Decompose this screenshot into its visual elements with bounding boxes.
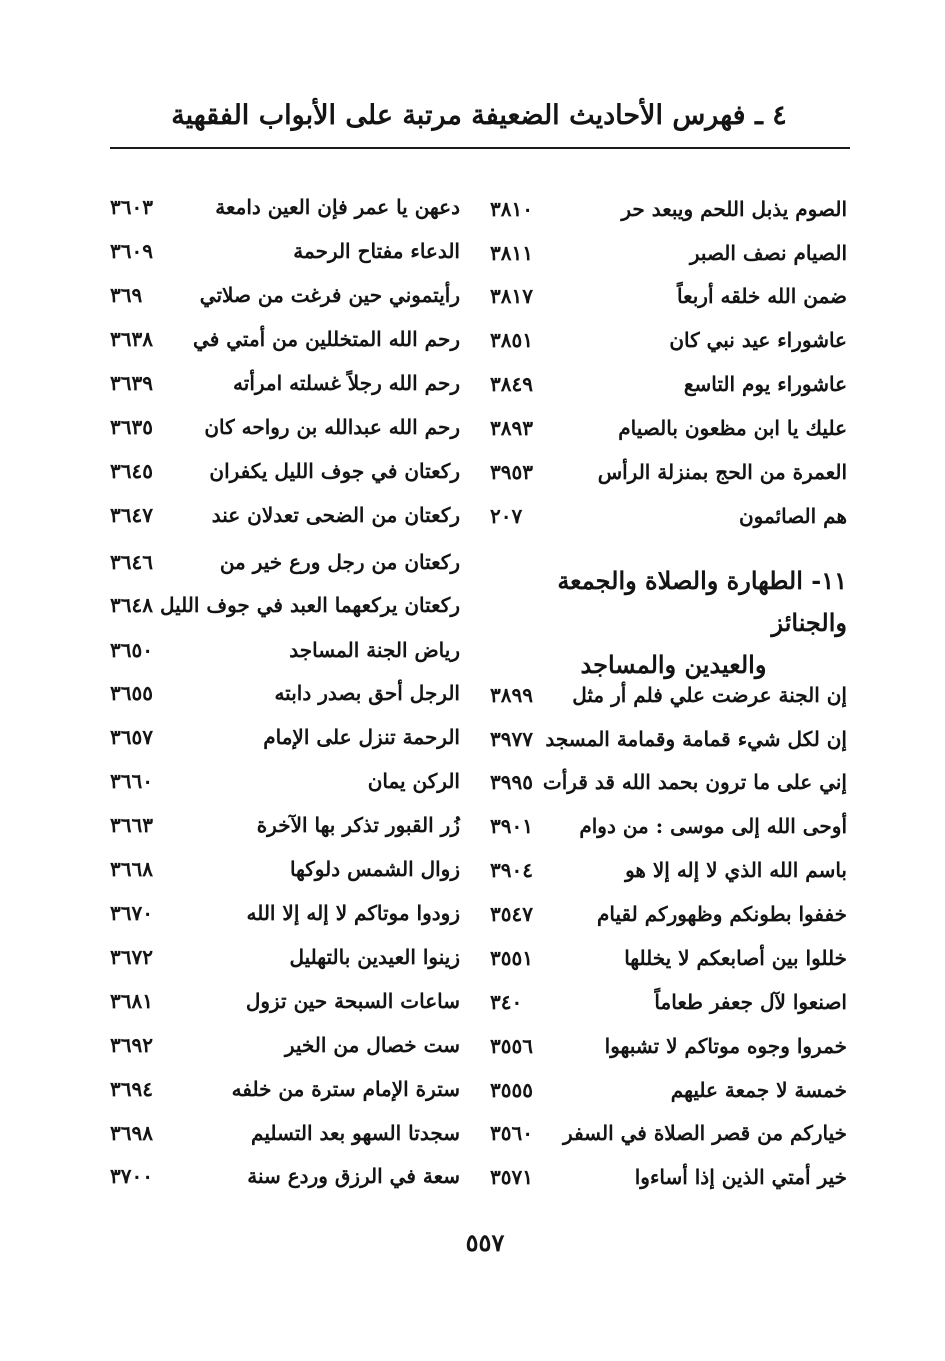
entry-number: ٣٦٧٠ (110, 901, 153, 925)
entry-text: ركعتان يركعهما العبد في جوف الليل (159, 593, 460, 617)
entry-text: عاشوراء عيد نبي كان (669, 328, 847, 352)
entry-text: ضمن الله خلقه أربعاً (677, 284, 847, 308)
index-entry (490, 236, 847, 270)
entry-text: باسم الله الذي لا إله إلا هو (625, 858, 847, 882)
index-entry (110, 1072, 460, 1106)
entry-text: الرحمة تنزل على الإمام (263, 725, 460, 749)
entry-number: ٣٦٦٣ (110, 813, 153, 837)
entry-number: ٣٥٥٥ (490, 1078, 533, 1102)
index-entry (490, 722, 847, 756)
entry-number: ٣٦٩٤ (110, 1077, 153, 1101)
entry-text: رحم الله المتخللين من أمتي في (193, 327, 460, 351)
index-entry (490, 853, 847, 887)
entry-text: ركعتان من الضحى تعدلان عند (211, 503, 460, 527)
entry-text: سعة في الرزق وردع سنة (247, 1164, 460, 1188)
section-heading-line1: ١١- الطهارة والصلاة والجمعة والجنائز (557, 566, 847, 637)
index-entry (110, 545, 460, 579)
entry-number: ٣٦٤٧ (110, 503, 153, 527)
entry-text: زُر القبور تذكر بها الآخرة (256, 813, 460, 837)
entry-text: هم الصائمون (738, 504, 847, 528)
page-number: ٥٥٧ (465, 1228, 505, 1257)
index-entry (110, 234, 460, 268)
entry-number: ٣٦٤٥ (110, 459, 153, 483)
index-entry (490, 323, 847, 357)
entry-text: رحم الله عبدالله بن رواحه كان (204, 415, 460, 439)
entry-number: ٣٥٦٠ (490, 1121, 533, 1145)
index-entry (110, 1159, 460, 1193)
entry-number: ٣٤٠ (490, 990, 523, 1014)
index-entry (490, 1073, 847, 1107)
index-entry (110, 940, 460, 974)
index-entry (110, 1116, 460, 1150)
entry-number: ٣٦٣٥ (110, 415, 153, 439)
entry-number: ٣٥٥٦ (490, 1034, 533, 1058)
index-entry (110, 410, 460, 444)
entry-text: زوال الشمس دلوكها (289, 857, 460, 881)
index-entry (110, 366, 460, 400)
index-entry (490, 678, 847, 712)
index-entry (490, 279, 847, 313)
entry-text: ركعتان في جوف الليل يكفران (209, 459, 460, 483)
index-entry (490, 1160, 847, 1194)
entry-number: ٣٦٧٢ (110, 945, 153, 969)
entry-text: سجدتا السهو بعد التسليم (251, 1121, 460, 1145)
entry-text: خياركم من قصر الصلاة في السفر (563, 1121, 847, 1145)
entry-text: اصنعوا لآل جعفر طعاماً (654, 990, 847, 1014)
entry-text: سترة الإمام سترة من خلفه (231, 1077, 460, 1101)
index-entry (490, 765, 847, 799)
index-entry (110, 852, 460, 886)
entry-number: ٣٨٩٣ (490, 416, 533, 440)
entry-text: ركعتان من رجل ورع خير من (219, 550, 460, 574)
index-entry (110, 498, 460, 532)
entry-text: رأيتموني حين فرغت من صلاتي (199, 283, 460, 307)
index-entry (490, 411, 847, 445)
entry-number: ٣٩٧٧ (490, 727, 533, 751)
entry-text: زينوا العيدين بالتهليل (289, 945, 460, 969)
entry-text: إن الجنة عرضت علي فلم أر مثل (572, 683, 847, 707)
entry-text: عاشوراء يوم التاسع (683, 372, 847, 396)
entry-number: ٣٩٩٥ (490, 770, 533, 794)
section-heading (500, 560, 847, 686)
index-entry (110, 322, 460, 356)
entry-number: ٣٨١٠ (490, 197, 533, 221)
index-entry (490, 985, 847, 1019)
entry-text: ساعات السبحة حين تزول (245, 989, 460, 1013)
index-entry (490, 499, 847, 533)
page-header: ٤ ـ فهرس الأحاديث الضعيفة مرتبة على الأبواب الفقهية (171, 100, 787, 131)
entry-number: ٣٩٠٤ (490, 858, 533, 882)
index-entry (110, 984, 460, 1018)
entry-number: ٣٦٥٠ (110, 638, 153, 662)
index-entry (490, 1029, 847, 1063)
entry-number: ٣٦٩ (110, 283, 143, 307)
entry-number: ٣٨١٧ (490, 284, 533, 308)
entry-number: ٣٩٥٣ (490, 460, 533, 484)
entry-number: ٣٨١١ (490, 241, 533, 265)
entry-number: ٣٨٥١ (490, 328, 533, 352)
index-entry (110, 808, 460, 842)
entry-text: العمرة من الحج بمنزلة الرأس (597, 460, 847, 484)
entry-text: الركن يمان (367, 769, 460, 793)
index-entry (110, 764, 460, 798)
entry-text: إن لكل شيء قمامة وقمامة المسجد (545, 727, 847, 751)
entry-text: دعهن يا عمر فإن العين دامعة (215, 195, 460, 219)
entry-number: ٣٦٩٢ (110, 1033, 153, 1057)
entry-number: ٣٦٠٩ (110, 239, 153, 263)
index-entry (110, 633, 460, 667)
entry-text: الرجل أحق بصدر دابته (274, 681, 460, 705)
entry-number: ٣٥٥١ (490, 946, 533, 970)
index-entry (110, 896, 460, 930)
entry-number: ٣٦٠٣ (110, 195, 153, 219)
index-entry (490, 455, 847, 489)
entry-text: رحم الله رجلاً غسلته امرأته (233, 371, 460, 395)
entry-number: ٣٧٠٠ (110, 1164, 153, 1188)
header-rule (110, 147, 850, 149)
entry-number: ٣٦٦٨ (110, 857, 153, 881)
entry-text: خففوا بطونكم وظهوركم لقيام (597, 902, 847, 926)
index-entry (490, 897, 847, 931)
entry-number: ٣٥٤٧ (490, 902, 533, 926)
entry-number: ٣٩٠١ (490, 814, 533, 838)
entry-number: ٣٦٩٨ (110, 1121, 153, 1145)
index-entry (110, 676, 460, 710)
entry-text: الصيام نصف الصبر (689, 241, 847, 265)
index-entry (490, 941, 847, 975)
entry-number: ٣٦٣٨ (110, 327, 153, 351)
index-entry (110, 720, 460, 754)
entry-number: ٣٦٤٨ (110, 593, 153, 617)
entry-number: ٣٦٤٦ (110, 550, 153, 574)
index-entry (490, 367, 847, 401)
entry-text: خللوا بين أصابعكم لا يخللها (624, 946, 847, 970)
index-entry (490, 1116, 847, 1150)
entry-text: عليك يا ابن مظعون بالصيام (618, 416, 847, 440)
entry-number: ٣٦٥٥ (110, 681, 153, 705)
entry-text: الصوم يذبل اللحم ويبعد حر (621, 197, 847, 221)
entry-number: ٣٦٨١ (110, 989, 153, 1013)
index-entry (110, 190, 460, 224)
entry-text: ست خصال من الخير (284, 1033, 460, 1057)
entry-text: خمروا وجوه موتاكم لا تشبهوا (604, 1034, 847, 1058)
entry-text: خير أمتي الذين إذا أساءوا (634, 1165, 847, 1189)
index-entry (110, 278, 460, 312)
entry-text: زودوا موتاكم لا إله إلا الله (246, 901, 460, 925)
index-entry (110, 588, 460, 622)
entry-text: أوحى الله إلى موسى : من دوام (579, 814, 847, 838)
entry-number: ٣٦٦٠ (110, 769, 153, 793)
entry-text: إني على ما ترون بحمد الله قد قرأت (542, 770, 847, 794)
entry-number: ٣٨٩٩ (490, 683, 533, 707)
entry-number: ٣٦٣٩ (110, 371, 153, 395)
entry-number: ٣٨٤٩ (490, 372, 533, 396)
section-heading-line2: والعيدين والمساجد (580, 650, 767, 679)
index-entry (110, 1028, 460, 1062)
entry-text: رياض الجنة المساجد (289, 638, 460, 662)
entry-number: ٣٦٥٧ (110, 725, 153, 749)
entry-number: ٣٥٧١ (490, 1165, 533, 1189)
index-entry (490, 809, 847, 843)
entry-text: خمسة لا جمعة عليهم (670, 1078, 847, 1102)
index-entry (490, 192, 847, 226)
index-entry (110, 454, 460, 488)
entry-number: ٢٠٧ (490, 504, 523, 528)
entry-text: الدعاء مفتاح الرحمة (293, 239, 460, 263)
